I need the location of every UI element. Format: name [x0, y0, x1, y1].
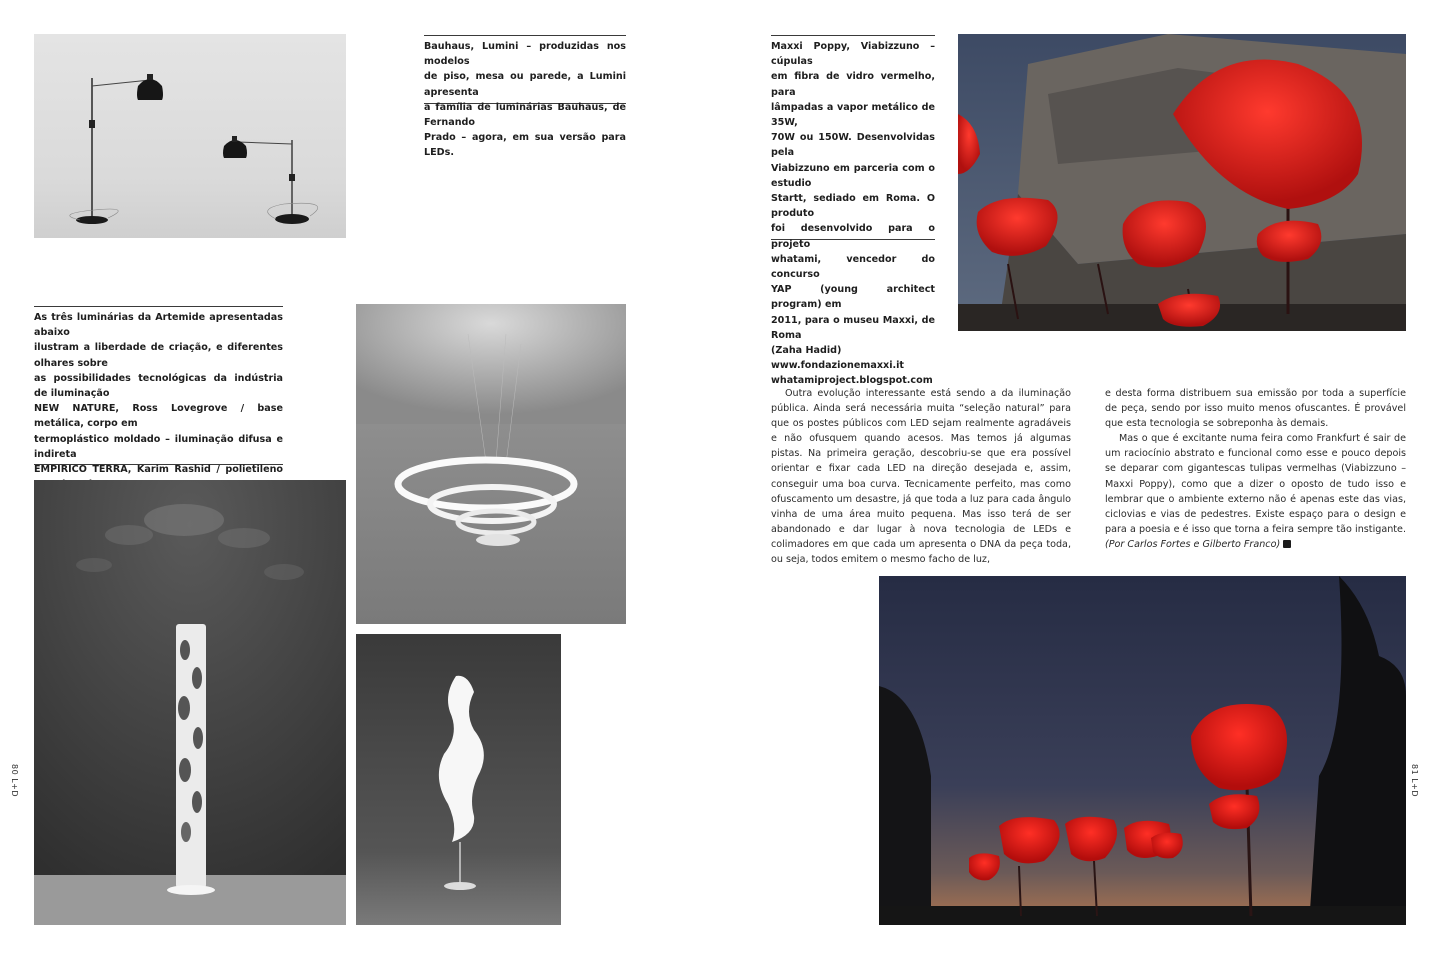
photo-empirico-terra: [356, 634, 561, 925]
caption-line: Bauhaus, Lumini – produzidas nos modelos: [424, 41, 626, 68]
photo-poppies-at-dusk: [879, 576, 1406, 925]
empirico-terra-illustration: [356, 634, 561, 925]
caption-line: as possibilidades tecnológicas da indústria de iluminação: [34, 372, 283, 400]
caption-line: NEW NATURE, Ross Lovegrove / base metálica, corpo em: [34, 403, 283, 430]
photo-new-nature-column: [34, 480, 346, 925]
caption-line: termoplástico moldado – iluminação difusa e indireta: [34, 433, 283, 460]
article-column-1: [771, 386, 1071, 567]
caption-line: whatami, vencedor do concurso: [771, 253, 935, 281]
caption-line: lâmpadas a vapor metálico de 35W,: [771, 101, 935, 129]
caption-line: EMPIRICO TERRA, Karim Rashid / polietileno: [34, 464, 283, 476]
caption-line: (Zaha Hadid): [771, 345, 842, 357]
maxxi-poppies-illustration: [958, 34, 1406, 331]
caption-line: Prado – agora, em sua versão para LEDs.: [424, 132, 626, 159]
caption-line: de piso, mesa ou parede, a Lumini apresenta: [424, 71, 626, 98]
caption-artemide: [34, 306, 283, 476]
caption-line: Startt, sediado em Roma. O produto: [771, 193, 935, 220]
article-paragraph-final: [1105, 431, 1406, 552]
caption-line: 2011, para o museu Maxxi, de Roma: [771, 314, 935, 341]
end-of-article-icon: [1283, 540, 1291, 548]
folio-right: 81 L+D: [1410, 763, 1420, 798]
article-byline: (Por Carlos Fortes e Gilberto Franco): [1105, 538, 1281, 550]
caption-line: YAP (young architect program) em: [771, 284, 935, 311]
caption-lumini: [424, 35, 626, 159]
lumini-lamps-illustration: [34, 34, 346, 238]
photo-pirce-pendant: [356, 304, 626, 624]
caption-link[interactable]: whatamiproject.blogspot.com: [771, 375, 933, 387]
caption-link[interactable]: www.fondazionemaxxi.it: [771, 360, 905, 372]
article-final-text: Mas o que é excitante numa feira como Frankfurt é sair de um raciocínio abstrato e funcional como esse e pouco depois se deparar com gigantescas tulipas vermelhas (Viabizzuno – Maxxi Poppy), como que a dizer o oposto de tudo isso e lembrar que o ambiente externo não é apenas este das vias, ciclovias e vias de pedestres. Existe espaço para o design e para a poesia e é isso que torna a feira sempre tão instigante.: [1105, 433, 1406, 535]
caption-line: em fibra de vidro vermelho, para: [771, 71, 935, 98]
article-paragraph: Outra evolução interessante está sendo a da iluminação pública. Ainda será necessária muita “seleção natural” para que os postes públicos com LED sejam realmente agradáveis e não ofusquem quando acesos. Mas temos já algumas pistas. Na primeira geração, descobriu-se que era possível orientar e fixar cada LED na direção desejada e, assim, conseguir uma boa curva. Tecnicamente perfeito, mas como ofuscamento um desastre, já que toda a luz para cada ângulo vinha de uma área muito pequena. Mas isso terá de ser abandonado e dar lugar à nova tecnologia de LEDs e colimadores em que cada um apresenta o DNA da peça toda, ou seja, todos emitem o mesmo facho de luz,: [771, 388, 1071, 566]
photo-lumini-floor-lamps: [34, 34, 346, 238]
caption-line: foi desenvolvido para o projeto: [771, 223, 935, 250]
caption-maxxi-poppy: [771, 35, 935, 387]
pirce-pendant-illustration: [356, 304, 626, 624]
caption-line: a família de luminárias Bauhaus, de Fernando: [424, 101, 626, 129]
caption-line: ilustram a liberdade de criação, e diferentes olhares sobre: [34, 342, 283, 369]
article-paragraph: e desta forma distribuem sua emissão por toda a superfície de peça, sendo por isso muito menos ofuscantes. É provável que esta tecnologia se sobreponha às demais.: [1105, 388, 1406, 430]
poppies-dusk-illustration: [879, 576, 1406, 925]
article-column-2: [1105, 386, 1406, 552]
folio-left: 80 L+D: [10, 763, 20, 798]
caption-line: As três luminárias da Artemide apresentadas abaixo: [34, 312, 283, 339]
new-nature-illustration: [34, 480, 346, 925]
caption-line: Viabizzuno em parceria com o estudio: [771, 162, 935, 189]
caption-line: 70W ou 150W. Desenvolvidas pela: [771, 132, 935, 159]
caption-line: Maxxi Poppy, Viabizzuno – cúpulas: [771, 41, 935, 68]
photo-maxxi-museum-poppies: [958, 34, 1406, 331]
